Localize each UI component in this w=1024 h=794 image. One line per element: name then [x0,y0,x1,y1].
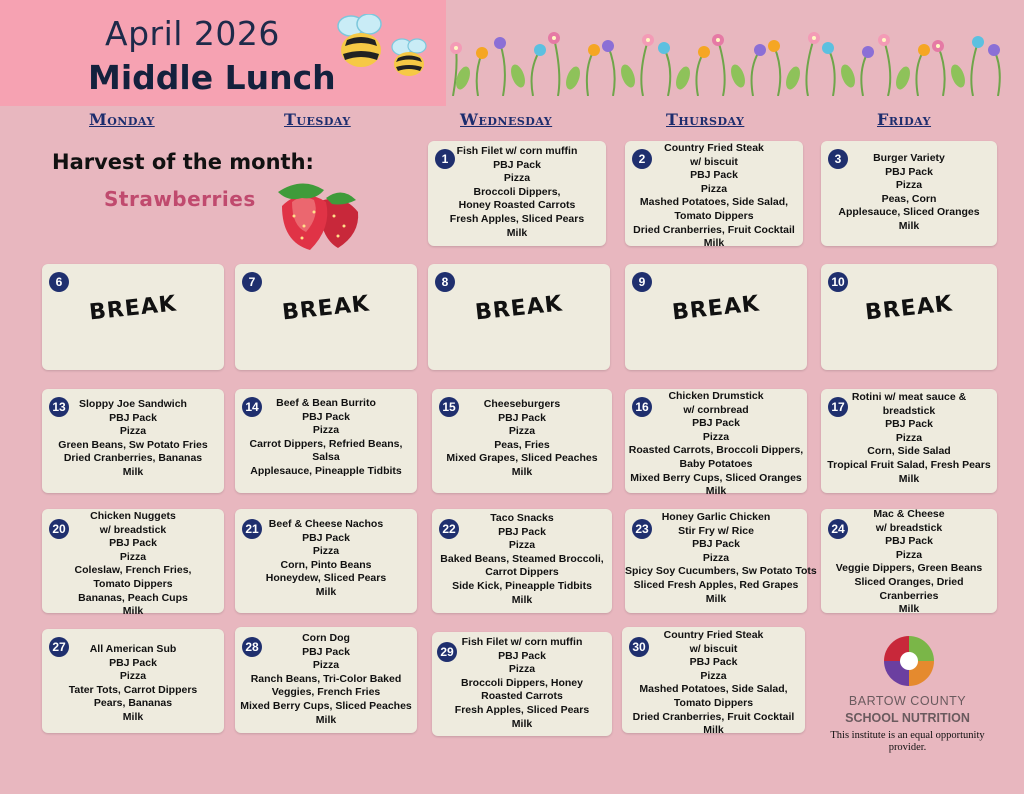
menu-items: Sloppy Joe Sandwich PBJ Pack Pizza Green Beans, Sw Potato Fries Dried Cranberries, Bananas Milk [58,398,208,478]
menu-items: All American Sub PBJ Pack Pizza Tater Tots, Carrot Dippers Pears, Bananas Milk [68,643,198,723]
brand-name-line1: BARTOW COUNTY [848,694,967,708]
menu-items: Chicken Nuggets w/ breadstick PBJ Pack Pizza Coleslaw, French Fries, Tomato Dippers Bananas, Peach Cups Milk [74,510,192,618]
day-header-friday: Friday [877,110,932,129]
day-number: 3 [828,149,848,169]
day-number: 17 [828,397,848,417]
day-number: 1 [435,149,455,169]
day-number: 23 [632,519,652,539]
day-cell [625,141,803,250]
bee-icon [335,14,387,70]
day-cell [432,632,612,736]
day-cell [432,509,612,613]
equal-opportunity-statement: This institute is an equal opportunity provider. [830,730,985,753]
day-cell [432,389,612,493]
menu-items: Country Fried Steak w/ biscuit PBJ Pack Pizza Mashed Potatoes, Side Salad, Tomato Dippers Dried Cranberries, Fruit Cocktail Milk [632,629,795,737]
menu-items: Burger Variety PBJ Pack Pizza Peas, Corn Applesauce, Sliced Oranges Milk [838,152,980,232]
day-number: 21 [242,519,262,539]
break-label: BREAK [474,291,564,326]
day-cell [42,389,224,493]
day-number: 15 [439,397,459,417]
day-number: 7 [242,272,262,292]
day-number: 24 [828,519,848,539]
day-cell [42,629,224,733]
menu-items: Fish Filet w/ corn muffin PBJ Pack Pizza Broccoli Dippers, Honey Roasted Carrots Fresh Apples, Sliced Pears Milk [449,145,585,239]
month-title: April 2026 [105,14,280,53]
day-cell [821,508,997,616]
day-header-monday: Monday [89,110,155,129]
day-number: 30 [629,637,649,657]
day-number: 9 [632,272,652,292]
day-cell [625,264,807,370]
day-number: 13 [49,397,69,417]
day-number: 8 [435,272,455,292]
break-label: BREAK [88,291,178,326]
day-number: 29 [437,642,457,662]
day-number: 10 [828,272,848,292]
menu-items: Fish Filet w/ corn muffin PBJ Pack Pizza Broccoli Dippers, Honey Roasted Carrots Fresh Apples, Sliced Pears Milk [454,636,590,730]
menu-items: Chicken Drumstick w/ cornbread PBJ Pack Pizza Roasted Carrots, Broccoli Dippers, Baby Potatoes Mixed Berry Cups, Sliced Oranges Milk [628,390,804,498]
harvest-title: Harvest of the month: [52,150,314,174]
menu-items: Taco Snacks PBJ Pack Pizza Baked Beans, Steamed Broccoli, Carrot Dippers Side Kick, Pineapple Tidbits Milk [440,512,604,606]
day-number: 14 [242,397,262,417]
day-cell [42,509,224,618]
day-header-tuesday: Tuesday [284,110,351,129]
bee-icon [390,38,430,78]
menu-title: Middle Lunch [88,58,336,97]
day-number: 28 [242,637,262,657]
day-number: 22 [439,519,459,539]
break-label: BREAK [281,291,371,326]
menu-items: Mac & Cheese w/ breadstick PBJ Pack Pizza Veggie Dippers, Green Beans Sliced Oranges, Dried Cranberries Milk [835,508,983,616]
menu-items: Rotini w/ meat sauce & breadstick PBJ Pack Pizza Corn, Side Salad Tropical Fruit Salad, Fresh Pears Milk [827,391,991,485]
menu-items: Country Fried Steak w/ biscuit PBJ Pack Pizza Mashed Potatoes, Side Salad, Tomato Dippers Dried Cranberries, Fruit Cocktail Milk [633,142,795,250]
day-cell [235,509,417,613]
day-cell [625,389,807,498]
school-nutrition-logo [882,634,936,688]
day-cell [821,264,997,370]
day-header-thursday: Thursday [666,110,745,129]
day-number: 20 [49,519,69,539]
day-number: 27 [49,637,69,657]
day-cell [428,141,606,246]
day-cell [821,141,997,246]
day-cell [622,627,805,737]
harvest-fruit: Strawberries [104,187,256,211]
day-number: 16 [632,397,652,417]
menu-items: Beef & Cheese Nachos PBJ Pack Pizza Corn, Pinto Beans Honeydew, Sliced Pears Milk [265,518,387,598]
menu-items: Beef & Bean Burrito PBJ Pack Pizza Carrot Dippers, Refried Beans, Salsa Applesauce, Pineapple Tidbits [249,397,403,477]
day-cell [235,627,417,733]
day-cell [428,264,610,370]
menu-items: Honey Garlic Chicken Stir Fry w/ Rice PBJ Pack Pizza Spicy Soy Cucumbers, Sw Potato Tots Sliced Fresh Apples, Red Grapes Milk [625,511,817,605]
day-cell [42,264,224,370]
menu-items: Cheeseburgers PBJ Pack Pizza Peas, Fries Mixed Grapes, Sliced Peaches Milk [446,398,598,478]
break-label: BREAK [864,291,954,326]
day-number: 6 [49,272,69,292]
day-cell [625,509,817,613]
day-number: 2 [632,149,652,169]
brand-name-line2: SCHOOL NUTRITION [845,711,970,725]
day-cell [235,389,417,493]
flower-border-decoration [448,28,1010,96]
day-cell [821,389,997,493]
strawberry-icon [272,172,364,254]
break-label: BREAK [671,291,761,326]
day-cell [235,264,417,370]
menu-items: Corn Dog PBJ Pack Pizza Ranch Beans, Tri-Color Baked Veggies, French Fries Mixed Berry Cups, Sliced Peaches Milk [240,632,412,726]
day-header-wednesday: Wednesday [460,110,553,129]
